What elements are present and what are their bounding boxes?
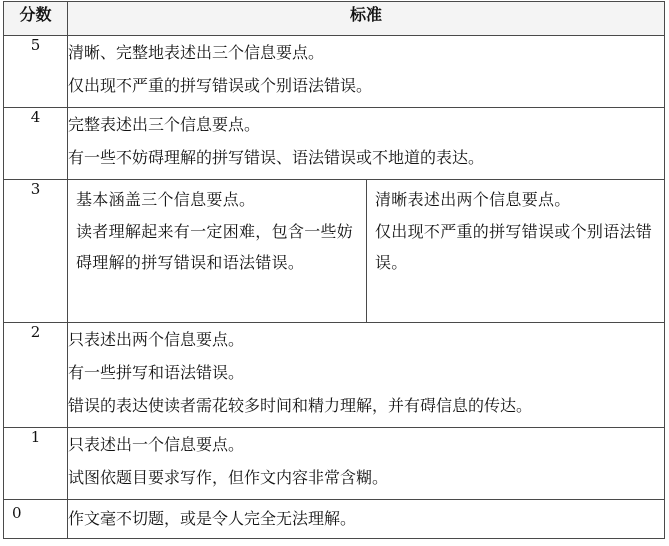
table-row: [4, 108, 665, 180]
criteria-line: 只表述出两个信息要点。: [68, 330, 245, 349]
criteria-line: 作文毫不切题，或是令人完全无法理解。: [68, 509, 357, 528]
score-cell: 0: [4, 500, 68, 539]
criteria-line: 有一些不妨碍理解的拼写错误、语法错误或不地道的表达。: [68, 148, 485, 167]
criteria-cell: [68, 323, 665, 428]
score-column-header: 分数: [4, 2, 68, 36]
criteria-column-header: 标准: [68, 2, 665, 36]
criteria-line: 清晰表述出两个信息要点。: [375, 190, 571, 209]
criteria-line: 错误的表达使读者需花较多时间和精力理解，并有碍信息的传达。: [68, 396, 533, 415]
score-cell: 5: [4, 36, 68, 108]
criteria-cell-right: [367, 180, 665, 323]
table-row: [4, 428, 665, 500]
criteria-line: 只表述出一个信息要点。: [68, 435, 245, 454]
criteria-line: 仅出现不严重的拼写错误或个别语法错误。: [68, 76, 373, 95]
score-cell: 4: [4, 108, 68, 180]
score-cell: 1: [4, 428, 68, 500]
score-cell: 3: [4, 180, 68, 323]
table-row: [4, 180, 665, 323]
criteria-cell: [68, 428, 665, 500]
criteria-line: 完整表述出三个信息要点。: [68, 115, 261, 134]
table-row: [4, 500, 665, 539]
table-row: [4, 323, 665, 428]
table-header-row: [4, 2, 665, 36]
criteria-cell: [68, 36, 665, 108]
scoring-rubric-table: [3, 1, 665, 539]
criteria-line: 基本涵盖三个信息要点。: [76, 190, 256, 209]
criteria-line: 有一些拼写和语法错误。: [68, 363, 245, 382]
criteria-line: 读者理解起来有一定困难，包含一些妨碍理解的拼写错误和语法错误。: [76, 222, 354, 272]
criteria-cell: [68, 500, 665, 539]
table-row: [4, 36, 665, 108]
criteria-line: 清晰、完整地表述出三个信息要点。: [68, 43, 325, 62]
criteria-cell-left: [68, 180, 367, 323]
criteria-line: 仅出现不严重的拼写错误或个别语法错误。: [375, 222, 653, 272]
score-cell: 2: [4, 323, 68, 428]
criteria-line: 试图依题目要求写作，但作文内容非常含糊。: [68, 468, 389, 487]
criteria-cell: [68, 108, 665, 180]
